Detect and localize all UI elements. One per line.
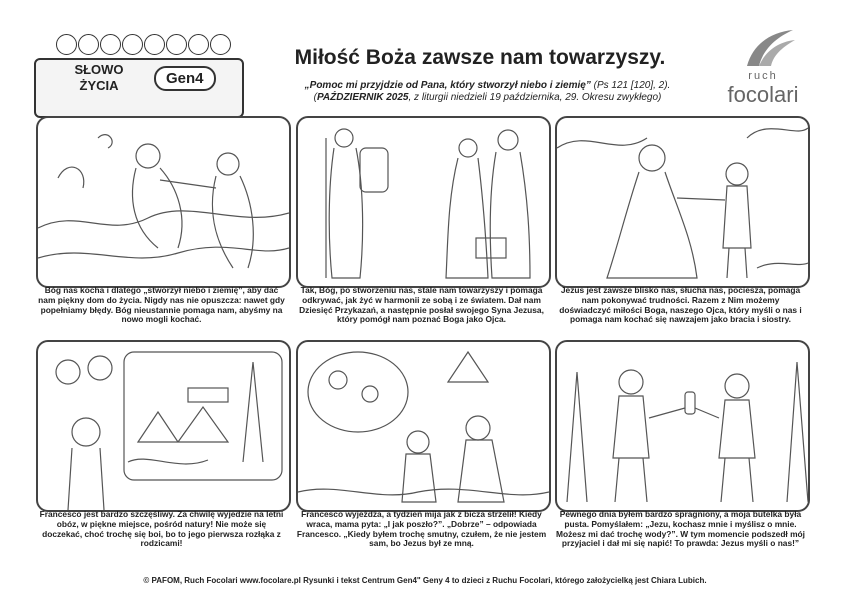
comic-panel-1 <box>36 116 291 288</box>
comic-panel-5 <box>296 340 551 512</box>
month-label: PAŹDZIERNIK 2025 <box>316 92 409 103</box>
logo-text <box>54 62 144 94</box>
comic-panel-3 <box>555 116 810 288</box>
child-face-icon <box>166 34 187 55</box>
child-face-icon <box>144 34 165 55</box>
friend-shares-water-illustration <box>557 342 808 510</box>
caption-4: Francesco jest bardzo szczęśliwy. Za chwilę wyjedzie na letni obóz, w piękne miejsce, pośród natury! Nie może się doczekać, choć trochę się boi, bo to jego pierwsza rozłąka z rodzicami! <box>39 509 284 549</box>
focolari-logo <box>713 26 813 106</box>
caption-6: Pewnego dnia byłem bardzo spragniony, a moja butelka była pusta. Pomyślałem: „Jezu, kochasz mnie i myślisz o mnie. Możesz mi dać trochę wody?”. W tym momencie podszedł mój przyjaciel i dał mi się napić! To prawda: Jezus myśli o nas!” <box>556 509 805 549</box>
moses-and-holy-family-illustration <box>298 118 549 286</box>
caption-3: Jezus jest zawsze blisko nas, słucha nas, pociesza, pomaga nam pokonywać trudności. Razem z Nim możemy doświadczyć miłości Boga, naszego Ojca, który myśli o nas i pomaga nam kochać się nawzajem jako bracia i siostry. <box>559 285 802 325</box>
logo-line2: ŻYCIA <box>79 78 119 93</box>
creation-scene-illustration <box>38 118 289 286</box>
footer-credits: © PAFOM, Ruch Focolari www.focolare.pl Rysunki i tekst Centrum Gen4" Geny 4 to dzieci z Ruchu Focolari, którego założycielką jest Chiara Lubich. <box>143 576 707 585</box>
francesco-returns-illustration <box>298 342 549 510</box>
brand-focolari: focolari <box>727 82 799 107</box>
comic-panel-2 <box>296 116 551 288</box>
brand-ruch: ruch <box>748 70 778 82</box>
liturgy-info: , z liturgii niedzieli 19 października, 29. Okresu zwykłego) <box>408 92 662 103</box>
child-face-icon <box>210 34 231 55</box>
child-face-icon <box>188 34 209 55</box>
child-face-icon <box>100 34 121 55</box>
child-face-icon <box>78 34 99 55</box>
slowo-zycia-logo <box>34 28 244 112</box>
page-title: Miłość Boża zawsze nam towarzyszy. <box>294 46 666 69</box>
child-face-icon <box>122 34 143 55</box>
quote-reference: (Ps 121 [120], 2). <box>593 80 671 91</box>
child-face-icon <box>56 34 77 55</box>
focolari-swoosh-icon <box>713 26 813 70</box>
logo-line1: SŁOWO <box>74 62 124 77</box>
jesus-with-child-illustration <box>557 118 808 286</box>
caption-5: Francesco wyjeżdża, a tydzień mija jak z bicza strzelił! Kiedy wraca, mama pyta: „I jak poszło?”. „Dobrze” – odpowiada Francesco. „Kiedy byłem trochę smutny, czułem, że nie jestem sam, bo Jezus był ze mną. <box>296 509 547 549</box>
caption-1: Bóg nas kocha i dlatego „stworzył niebo i ziemię”, aby dać nam piękny dom do życia. Nigdy nas nie opuszcza: nawet gdy popełniamy błędy. Bóg nieustannie pomaga nam, abyśmy na nowo mogli kochać. <box>38 285 285 325</box>
comic-panel-6 <box>555 340 810 512</box>
quote-text: „Pomoc mi przyjdzie od Pana, który stworzył niebo i ziemię” <box>304 80 591 91</box>
caption-2: Tak, Bóg, po stworzeniu nas, stale nam towarzyszy i pomaga odkrywać, jak żyć w harmonii ze sobą i ze światem. Dał nam Dziesięć Przykazań, a następnie posłał swojego Syna Jezusa, który pomógł nam poznać Boga jako Ojca. <box>299 285 544 325</box>
scripture-quote: „Pomoc mi przyjdzie od Pana, który stworzył niebo i ziemię” (Ps 121 [120], 2). (PAŹDZIERNIK 2025, z liturgii niedzieli 19 października, 29. Okresu zwykłego) <box>304 80 671 103</box>
comic-panel-4 <box>36 340 291 512</box>
camp-dream-illustration <box>38 342 289 510</box>
gen4-badge: Gen4 <box>154 66 216 91</box>
